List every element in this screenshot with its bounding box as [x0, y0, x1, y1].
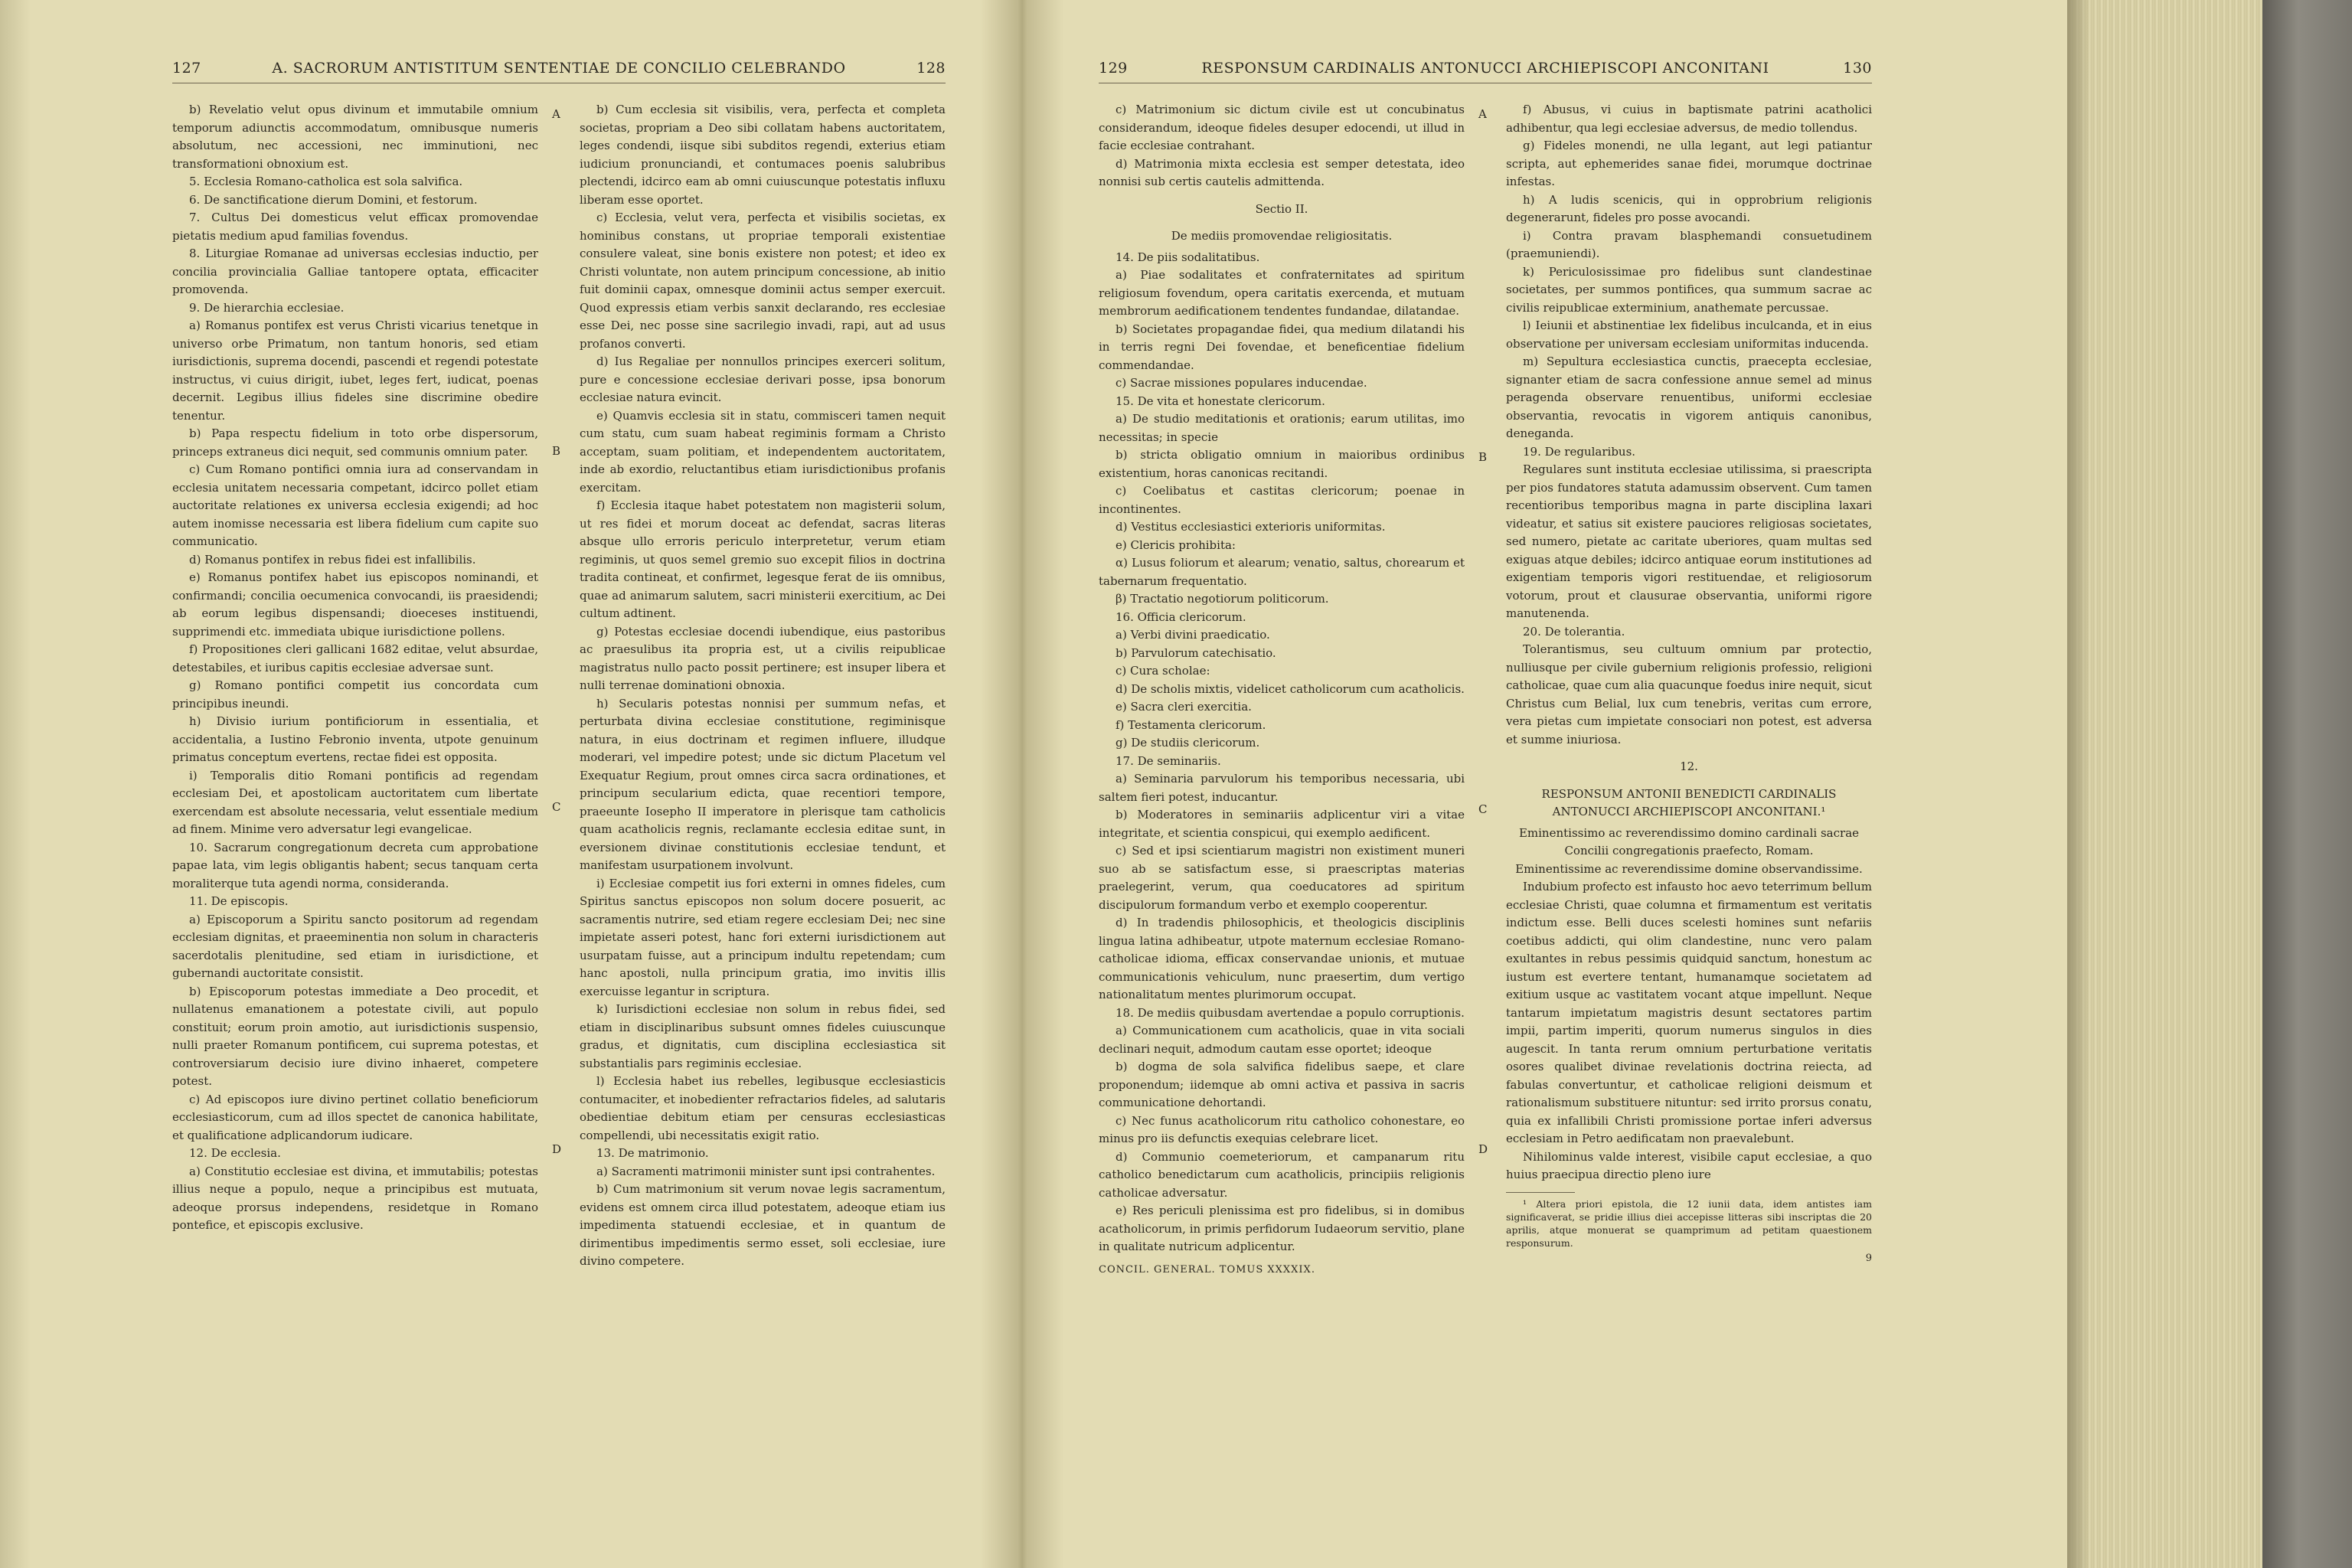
margin-letter: D [552, 1142, 562, 1156]
paragraph: c) Nec funus acatholicorum ritu catholico cohonestare, eo minus pro iis defunctis exequias celebrare licet. [1099, 1113, 1465, 1145]
page-number: 127 [172, 60, 201, 77]
paragraph: d) Vestitus ecclesiastici exterioris uniformitas. [1116, 520, 1386, 534]
paragraph: b) Revelatio velut opus divinum et immutabile omnium temporum adiunctis accommodatum, omnibusque numeris absolutum, nec accessioni, nec imminutioni, nec transformationi obnoxium est. [172, 103, 538, 171]
paragraph: f) Ecclesia itaque habet potestatem non magisterii solum, ut res fidei et morum doceat ac defendat, sacras literas absque ullo erroris periculo interpretetur, verum etiam regiminis, ut quos semel gremio suo excepit filios in doctrina tradita contineat, et confirmet, legesque ferat de iis omnibus, quae ad animarum salutem, sacri ministerii exercitium, ac Dei cultum adtinent. [580, 498, 946, 620]
paragraph: g) Potestas ecclesiae docendi iubendique, eius pastoribus ac praesulibus ita propria est, ut a civilis reipublicae magistratus nullo pacto possit pertinere; est insuper libera et nulli terrenae dominationi obnoxia. [580, 624, 946, 692]
paragraph: Tolerantismus, seu cultuum omnium par protectio, nulliusque per civile gubernium religionis professio, religioni catholicae, quae cum alia quacunque foedus inire nequit, sicut Christus cum Belial, lux cum tenebris, veritas cum errore, vera pietas cum impietate consociari non potest, est adversa et summe iniuriosa. [1506, 642, 1872, 746]
paragraph: a) De studio meditationis et orationis; earum utilitas, imo necessitas; in specie [1099, 412, 1465, 444]
margin-letter: C [1478, 802, 1488, 816]
paragraph: 19. De regularibus. [1523, 444, 1636, 459]
paragraph: c) Coelibatus et castitas clericorum; poenae in incontinentes. [1099, 484, 1465, 516]
paragraph: d) Communio coemeteriorum, et campanarum ritu catholico benedictarum cum acatholicis, principiis religionis catholicae adversatur. [1099, 1149, 1465, 1200]
paragraph: b) Papa respectu fidelium in toto orbe dispersorum, princeps extraneus dici nequit, sed communis omnium pater. [172, 426, 538, 459]
paragraph: g) Romano pontifici competit ius concordata cum principibus ineundi. [172, 678, 538, 710]
paragraph: 7. Cultus Dei domesticus velut efficax promovendae pietatis medium apud familias fovendus. [172, 211, 538, 243]
paragraph: 10. Sacrarum congregationum decreta cum approbatione papae lata, vim legis obligantis habent; secus tanquam certa moraliterque tuta agendi norma, consideranda. [172, 840, 538, 890]
book-gutter [980, 0, 1064, 1568]
paragraph: b) Parvulorum catechisatio. [1116, 645, 1276, 660]
paragraph: b) dogma de sola salvifica fidelibus saepe, et clare proponendum; iidemque ab omni activa et passiva in sacris communicatione dehortandi. [1099, 1060, 1465, 1109]
paragraph: 12. De ecclesia. [189, 1146, 281, 1160]
paragraph: b) Societates propagandae fidei, qua medium dilatandi his in terris regni Dei fovendae, et beneficentiae fidelium commendandae. [1099, 322, 1465, 372]
paragraph: e) Res periculi plenissima est pro fidelibus, si in domibus acatholicorum, in primis perfidorum Iudaeorum servitio, plane in qualitate nutricum adplicentur. [1099, 1204, 1465, 1253]
text-column [1099, 101, 1465, 1540]
paragraph: d) Matrimonia mixta ecclesia est semper detestata, ideo nonnisi sub certis cautelis admittenda. [1099, 156, 1465, 188]
paragraph: RESPONSUM ANTONII BENEDICTI CARDINALIS ANTONUCCI ARCHIEPISCOPI ANCONITANI.¹ [1541, 786, 1837, 818]
paragraph: b) Cum matrimonium sit verum novae legis sacramentum, evidens est omnem circa illud potestatem, adeoque etiam ius impedimenta statuendi ecclesiae, et in quantum de dirimentibus impedimentis sermo esset, soli ecclesiae, iure divino competere. [580, 1182, 946, 1268]
paragraph: Regulares sunt instituta ecclesiae utilissima, si praescripta per pios fundatores statuta adamussim observent. Cum tamen recentioribus temporibus magna in parte disciplina laxari videatur, et satius sit existere pauciores religiosas societates, sed numero, pietate ac caritate uberiores, quam multas sed exiguas atque debiles; idcirco antiquae eorum institutiones ad exigentiam temporis vigori restituendae, et religiosorum votorum, prout et clausurae observantia, uniformi rigore manutenenda. [1506, 462, 1872, 620]
paragraph: 12. [1680, 760, 1698, 773]
paragraph: Sectio II. [1255, 201, 1308, 216]
paragraph: 17. De seminariis. [1116, 753, 1221, 768]
paragraph: 16. Officia clericorum. [1116, 609, 1246, 624]
paragraph: d) In tradendis philosophicis, et theologicis disciplinis lingua latina adhibeatur, utpote maternum ecclesiae Romano-catholicae idioma, efficax conservandae unionis, et mutuae communicationis vehiculum, nunc praesertim, dum vertigo nationalitatum mentes plurimorum occupat. [1099, 916, 1465, 1001]
paragraph: i) Ecclesiae competit ius fori externi in omnes fideles, cum Spiritus sanctus episcopos non solum docere posuerit, ac sacramentis nutrire, sed etiam regere ecclesiam Dei; nec sine impietate asseri potest, hanc fori externi iurisdictionem aut usurpatam fuisse, aut a principum indultu repetendam; cum hanc apostoli, nulla principum gratia, imo invitis illis exercuisse legantur in scriptura. [580, 876, 946, 998]
paragraph: h) Divisio iurium pontificiorum in essentialia, et accidentalia, a Iustino Febronio inventa, utpote genuinum primatus conceptum evertens, rectae fidei est opposita. [172, 714, 538, 764]
paragraph: c) Matrimonium sic dictum civile est ut concubinatus considerandum, ideoque fideles desuper edocendi, ut illud in facie ecclesiae contrahant. [1099, 103, 1465, 152]
page-edges-shadow [2067, 0, 2090, 1568]
paragraph: g) Fideles monendi, ne ulla legant, aut legi patiantur scripta, aut ephemerides sanae fidei, morumque doctrinae infestas. [1506, 139, 1872, 188]
paragraph: d) Ius Regaliae per nonnullos principes exerceri solitum, pure e concessione ecclesiae derivari posse, ipsa bonorum ecclesiae natura evincit. [580, 354, 946, 404]
paragraph: e) Romanus pontifex habet ius episcopos nominandi, et confirmandi; concilia oecumenica convocandi, iis praesidendi; ab eorum legibus dispensandi; dioeceses instituendi, supprimendi etc. immediata ubique iurisdictione pollens. [172, 570, 538, 639]
paragraph: c) Cura scholae: [1116, 664, 1210, 678]
margin-letter: B [1478, 450, 1488, 464]
margin-letter: C [552, 800, 561, 814]
paragraph: c) Sed et ipsi scientiarum magistri non existiment muneri suo ab se satisfactum esse, si praescriptas materias praelegerint, verum, qua coeducatores ad spiritum discipulorum formandum verbo et exemplo cooperentur. [1099, 844, 1465, 912]
paragraph: a) Piae sodalitates et confraternitates ad spiritum religiosum fovendum, opera caritatis exercenda, et mutuam membrorum aedificationem tendentes fundandae, dilatandae. [1099, 268, 1465, 318]
paragraph: 20. De tolerantia. [1523, 624, 1625, 639]
paragraph: k) Periculosissimae pro fidelibus sunt clandestinae societates, per summos pontifices, qua summum sacrae ac civilis reipublicae exterminium, anathemate percussae. [1506, 264, 1872, 315]
margin-letters [552, 0, 567, 1568]
paragraph: e) Clericis prohibita: [1116, 537, 1236, 552]
paragraph: 9. De hierarchia ecclesiae. [189, 300, 345, 315]
column-body [1506, 101, 1872, 1184]
paragraph: a) Verbi divini praedicatio. [1116, 628, 1270, 642]
footnote-rule [1506, 1192, 1575, 1193]
paragraph: 14. De piis sodalitatibus. [1116, 250, 1260, 264]
paragraph: a) Sacramenti matrimonii minister sunt ipsi contrahentes. [596, 1164, 936, 1178]
paragraph: b) Moderatores in seminariis adplicentur viri a vitae integritate, et scientia conspicui, qui exemplo aedificent. [1099, 808, 1465, 840]
paragraph: Eminentissime ac reverendissime domine observandissime. [1515, 861, 1863, 876]
paragraph: e) Quamvis ecclesia sit in statu, commisceri tamen nequit cum statu, cum suam habeat regiminis formam a Christo acceptam, suam politiam, et independentem auctoritatem, inde ab exordio, reluctantibus etiam iurisdictionibus profanis exercitam. [580, 408, 946, 495]
margin-letters [1478, 0, 1494, 1568]
paragraph: 6. De sanctificatione dierum Domini, et festorum. [189, 192, 478, 207]
running-title: RESPONSUM CARDINALIS ANTONUCCI ARCHIEPISCOPI ANCONITANI [1201, 60, 1769, 77]
paragraph: l) Ecclesia habet ius rebelles, legibusque ecclesiasticis contumaciter, et inobedienter refractarios fideles, ad salutaris obedientiae debitum etiam per censuras ecclesiasticas compellendi, ubi necessitatis exigit ratio. [580, 1074, 946, 1142]
paragraph: f) Testamenta clericorum. [1116, 717, 1266, 732]
paragraph: f) Abusus, vi cuius in baptismate patrini acatholici adhibentur, qua legi ecclesiae adversus, de medio tollendus. [1506, 103, 1872, 135]
paragraph: c) Cum Romano pontifici omnia iura ad conservandam in ecclesia unitatem necessaria competant, idcirco pollet etiam auctoritate relationes ex universa ecclesia exigendi; ad hoc autem inomisse necessaria est libera fidelium cum capite suo communicatio. [172, 462, 538, 548]
paragraph: g) De studiis clericorum. [1116, 736, 1260, 750]
paragraph: Nihilominus valde interest, visibile caput ecclesiae, a quo huius praecipua directio pleno iure [1506, 1149, 1872, 1181]
paragraph: f) Propositiones cleri gallicani 1682 editae, velut absurdae, detestabiles, et iuribus capitis ecclesiae adversae sunt. [172, 642, 538, 675]
paragraph: i) Temporalis ditio Romani pontificis ad regendam ecclesiam Dei, et apostolicam auctoritatem cum libertate exercendam est absolute necessaria, velut essentiale medium ad finem. Minime vero adversatur legi evangelicae. [172, 768, 538, 836]
page-edges [2067, 0, 2266, 1568]
margin-letter: A [1478, 107, 1487, 121]
page-number: 128 [916, 60, 946, 77]
paragraph: b) Episcoporum potestas immediate a Deo procedit, et nullatenus emanationem a potestate civili, aut populo constituit; eorum proin amotio, aut iurisdictionis suspensio, nulli praeter Romanum pontificem, cui suprema potestas, et controversiarum decisio iure divino inhaeret, competere potest. [172, 984, 538, 1088]
paragraph: a) Romanus pontifex est verus Christi vicarius tenetque in universo orbe Primatum, non tantum honoris, sed etiam iurisdictionis, suprema docendi, pascendi et regendi potestate instructus, vi cuius dirigit, iubet, leges fert, iudicat, poenas decernit. Legibus illius fideles sine discrimine obedire tenentur. [172, 318, 538, 423]
paragraph: b) Cum ecclesia sit visibilis, vera, perfecta et completa societas, propriam a Deo sibi collatam habens auctoritatem, leges condendi, iisque sibi subditos regendi, exterius etiam iudicium pronunciandi, et contumaces poenis salubribus plectendi, idcirco eam ab omni cuiuscunque potestatis influxu liberam esse oportet. [580, 103, 946, 207]
footnote: ¹ Altera priori epistola, die 12 iunii data, idem antistes iam significaverat, se pridie illius diei accepisse litteras sibi inscriptas die 20 aprilis, atque monuerat se quamprimum ad petitam quaestionem responsurum. [1506, 1197, 1872, 1249]
text-column [1506, 101, 1872, 1540]
paragraph: m) Sepultura ecclesiastica cunctis, praecepta ecclesiae, signanter etiam de sacra confessione annue semel ad minus peragenda observare renuentibus, uniformi ecclesiae observantia, revocatis in vigorem antiquis canonibus, deneganda. [1506, 354, 1872, 440]
paragraph: De mediis promovendae religiositatis. [1171, 229, 1393, 243]
running-title: A. SACRORUM ANTISTITUM SENTENTIAE DE CONCILIO CELEBRANDO [272, 60, 846, 77]
paragraph: h) A ludis scenicis, qui in opprobrium religionis degenerarunt, fideles pro posse avocandi. [1506, 192, 1872, 224]
paragraph: 11. De episcopis. [189, 894, 289, 908]
page-number: 129 [1099, 60, 1128, 77]
paragraph: c) Ad episcopos iure divino pertinet collatio beneficiorum ecclesiasticorum, cum ad illos spectet de canonica habilitate, et qualificatione adplicandorum iudicare. [172, 1092, 538, 1142]
paragraph: β) Tractatio negotiorum politicorum. [1116, 592, 1329, 606]
page-number: 130 [1843, 60, 1872, 77]
paragraph: a) Communicationem cum acatholicis, quae in vita sociali declinari nequit, admodum cautam esse oportet; ideoque [1099, 1024, 1465, 1056]
page-shadow [0, 0, 31, 1568]
margin-letter: D [1478, 1142, 1488, 1156]
paragraph: c) Sacrae missiones populares inducendae. [1116, 376, 1367, 390]
paragraph: Eminentissimo ac reverendissimo domino cardinali sacrae Concilii congregationis praefecto, Romam. [1518, 825, 1860, 858]
text-column [172, 101, 538, 1540]
paragraph: a) Seminaria parvulorum his temporibus necessaria, ubi saltem fieri potest, inducantur. [1099, 772, 1465, 804]
paragraph: k) Iurisdictioni ecclesiae non solum in rebus fidei, sed etiam in disciplinaribus subsunt omnes fideles cuiuscunque gradus, et dignitatis, cum disciplina ecclesiastica sit substantialis pars regiminis ecclesiae. [580, 1002, 946, 1070]
sheet-number: 9 [1865, 1252, 1872, 1264]
book-cover [2262, 0, 2352, 1568]
paragraph: d) Romanus pontifex in rebus fidei est infallibilis. [189, 552, 476, 567]
paragraph: α) Lusus foliorum et alearum; venatio, saltus, chorearum et tabernarum frequentatio. [1099, 556, 1465, 588]
paragraph: 5. Ecclesia Romano-catholica est sola salvifica. [189, 175, 463, 188]
paragraph: 8. Liturgiae Romanae ad universas ecclesias inductio, per concilia provincialia Galliae tantopere optata, efficaciter promovenda. [172, 247, 538, 296]
paragraph: h) Secularis potestas nonnisi per summum nefas, et perturbata divina ecclesiae constitutione, regiminisque natura, in eius doctrinam et regimen influere, illudque moderari, vel impedire potest; unde sic dictum Placetum vel Exequatur Regium, prout omnes circa sacra ordinationes, et principum secularium edicta, quae recentiori tempore, praeeunte Iosepho II imperatore in plerisque tam catholicis quam acatholicis regnis, reclamante ecclesia editae sunt, in eversionem divinae constitutionis ecclesiae tendunt, et manifestam usurpationem involvunt. [580, 696, 946, 872]
paragraph: i) Contra pravam blasphemandi consuetudinem (praemuniendi). [1506, 228, 1872, 260]
paragraph: b) stricta obligatio omnium in maioribus ordinibus existentium, horas canonicas recitandi. [1099, 448, 1465, 480]
paragraph: l) Ieiunii et abstinentiae lex fidelibus inculcanda, et in eius observatione per universam ecclesiam uniformitas inducenda. [1506, 318, 1872, 351]
paragraph: 15. De vita et honestate clericorum. [1116, 394, 1325, 408]
paragraph: a) Episcoporum a Spiritu sancto positorum ad regendam ecclesiam dignitas, et praeeminentia non solum in characteris sacerdotalis plenitudine, sed etiam in iurisdictione, et gubernandi auctoritate consistit. [172, 912, 538, 980]
paragraph: c) Ecclesia, velut vera, perfecta et visibilis societas, ex hominibus constans, ut propriae temporali existentiae consulere valeat, sine bonis existere non potest; et ideo ex Christi voluntate, non autem principum concessione, ab initio fuit dominii capax, omnesque dominii actus semper exercuit. Quod expressis etiam verbis sanxit declarando, res ecclesiae esse Dei, nec posse sine sacrilegio invadi, rapi, aut ad usus profanos converti. [580, 211, 946, 351]
paragraph: Indubium profecto est infausto hoc aevo teterrimum bellum ecclesiae Christi, quae columna et firmamentum est veritatis indictum esse. Belli duces scelesti homines sunt nefariis coetibus addicti, qui olim clandestine, nunc vero palam exultantes in rebus pessimis quidquid sanctum, honestum ac iustum est evertere tentant, humanamque societatem ad exitium usque ac vastitatem vocant atque impellunt. Neque tantarum impietatum magistris desunt sectatores partim impii, partim imperiti, quorum numerus singulos in dies augescit. In tanta rerum omnium perturbatione veritatis osores qualibet divinae revelationis doctrina reiecta, ad fabulas convertuntur, et catholicae religioni deismum et rationalismum substituere nituntur: sed irrito prorsus conatu, quia ex infallibili Christi promissione portae inferi adversus ecclesiam in Petro aedificatam non praevalebunt. [1506, 880, 1872, 1145]
signature-line: CONCIL. GENERAL. TOMUS XXXXIX. [1099, 1263, 1315, 1276]
paragraph: d) De scholis mixtis, videlicet catholicorum cum acatholicis. [1116, 681, 1465, 696]
margin-letter: B [552, 444, 561, 458]
margin-letter: A [552, 107, 560, 121]
paragraph: e) Sacra cleri exercitia. [1116, 700, 1252, 714]
column-body [1099, 101, 1465, 1256]
paragraph: 13. De matrimonio. [596, 1146, 709, 1160]
text-column [580, 101, 946, 1540]
paragraph: a) Constitutio ecclesiae est divina, et immutabilis; potestas illius neque a populo, neque a principibus est mutuata, adeoque prorsus independens, residetque in Romano pontefice, et episcopis exclusive. [172, 1164, 538, 1232]
paragraph: 18. De mediis quibusdam avertendae a populo corruptionis. [1116, 1005, 1465, 1020]
